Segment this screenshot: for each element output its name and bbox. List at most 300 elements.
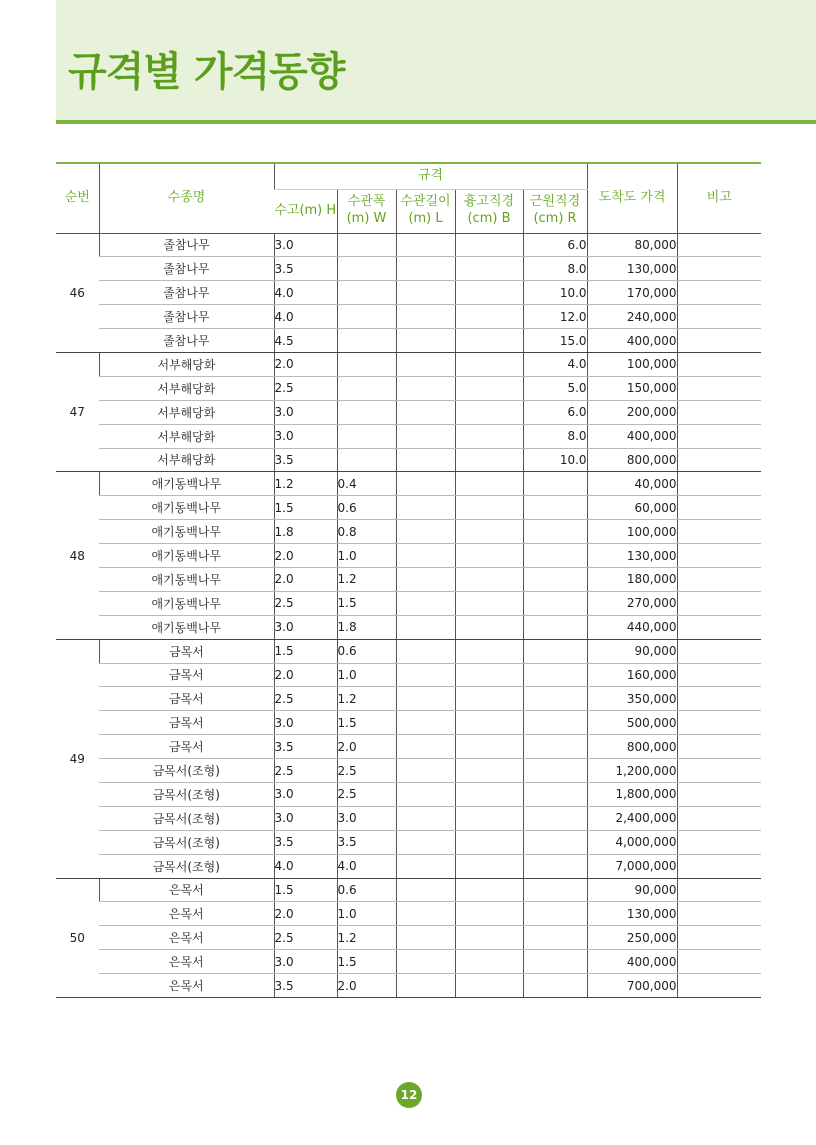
length-cell	[396, 830, 455, 854]
price-cell: 4,000,000	[587, 830, 677, 854]
width-cell: 0.6	[337, 639, 396, 663]
price-cell: 400,000	[587, 950, 677, 974]
width-cell	[337, 329, 396, 353]
height-cell: 3.5	[274, 448, 337, 472]
species-cell: 은목서	[99, 950, 274, 974]
header-note: 비고	[677, 163, 761, 233]
root-cell	[523, 735, 587, 759]
species-cell: 금목서(조형)	[99, 806, 274, 830]
price-cell: 800,000	[587, 448, 677, 472]
species-cell: 졸참나무	[99, 257, 274, 281]
header-height: 수고(m) H	[274, 189, 337, 233]
header-width: 수관폭 (m) W	[337, 189, 396, 233]
table-row	[56, 472, 761, 496]
species-cell: 졸참나무	[99, 281, 274, 305]
height-cell: 3.5	[274, 974, 337, 998]
root-cell	[523, 854, 587, 878]
note-cell	[677, 448, 761, 472]
price-cell: 2,400,000	[587, 806, 677, 830]
note-cell	[677, 376, 761, 400]
note-cell	[677, 735, 761, 759]
root-cell: 10.0	[523, 448, 587, 472]
breast-cell	[455, 233, 523, 257]
note-cell	[677, 687, 761, 711]
table-row	[56, 257, 761, 281]
table-row	[56, 878, 761, 902]
table-row	[56, 281, 761, 305]
note-cell	[677, 544, 761, 568]
width-cell: 1.2	[337, 687, 396, 711]
note-cell	[677, 233, 761, 257]
length-cell	[396, 305, 455, 329]
breast-cell	[455, 854, 523, 878]
root-cell: 12.0	[523, 305, 587, 329]
price-cell: 130,000	[587, 902, 677, 926]
breast-cell	[455, 496, 523, 520]
width-cell: 0.4	[337, 472, 396, 496]
breast-cell	[455, 352, 523, 376]
height-cell: 4.5	[274, 329, 337, 353]
height-cell: 4.0	[274, 305, 337, 329]
length-cell	[396, 376, 455, 400]
species-cell: 금목서	[99, 639, 274, 663]
breast-cell	[455, 950, 523, 974]
length-cell	[396, 687, 455, 711]
table-row	[56, 974, 761, 998]
length-cell	[396, 735, 455, 759]
width-cell	[337, 448, 396, 472]
height-cell: 4.0	[274, 281, 337, 305]
table-row	[56, 376, 761, 400]
page-header	[56, 0, 816, 124]
price-cell: 80,000	[587, 233, 677, 257]
root-cell	[523, 567, 587, 591]
species-cell: 서부해당화	[99, 352, 274, 376]
note-cell	[677, 400, 761, 424]
header-seq: 순번	[56, 163, 99, 233]
height-cell: 3.0	[274, 233, 337, 257]
species-cell: 서부해당화	[99, 376, 274, 400]
price-cell: 150,000	[587, 376, 677, 400]
note-cell	[677, 352, 761, 376]
note-cell	[677, 615, 761, 639]
note-cell	[677, 830, 761, 854]
table-row	[56, 950, 761, 974]
table-row	[56, 854, 761, 878]
length-cell	[396, 591, 455, 615]
table-row	[56, 687, 761, 711]
breast-cell	[455, 687, 523, 711]
table-row	[56, 639, 761, 663]
header-breast: 흉고직경 (cm) B	[455, 189, 523, 233]
width-cell: 1.0	[337, 663, 396, 687]
species-cell: 금목서(조형)	[99, 854, 274, 878]
length-cell	[396, 567, 455, 591]
height-cell: 3.0	[274, 400, 337, 424]
price-cell: 440,000	[587, 615, 677, 639]
price-table-body	[56, 233, 761, 998]
breast-cell	[455, 257, 523, 281]
width-cell: 1.0	[337, 902, 396, 926]
height-cell: 3.0	[274, 615, 337, 639]
length-cell	[396, 902, 455, 926]
species-cell: 금목서(조형)	[99, 830, 274, 854]
root-cell	[523, 639, 587, 663]
height-cell: 2.0	[274, 663, 337, 687]
note-cell	[677, 281, 761, 305]
height-cell: 3.5	[274, 830, 337, 854]
table-row	[56, 400, 761, 424]
breast-cell	[455, 830, 523, 854]
price-cell: 800,000	[587, 735, 677, 759]
table-row	[56, 759, 761, 783]
species-cell: 은목서	[99, 902, 274, 926]
length-cell	[396, 854, 455, 878]
species-cell: 금목서	[99, 687, 274, 711]
height-cell: 1.5	[274, 496, 337, 520]
root-cell	[523, 472, 587, 496]
width-cell	[337, 281, 396, 305]
table-row	[56, 926, 761, 950]
width-cell: 1.5	[337, 591, 396, 615]
price-cell: 400,000	[587, 329, 677, 353]
seq-cell: 49	[56, 639, 99, 878]
note-cell	[677, 902, 761, 926]
height-cell: 2.0	[274, 544, 337, 568]
note-cell	[677, 520, 761, 544]
table-row	[56, 329, 761, 353]
note-cell	[677, 974, 761, 998]
breast-cell	[455, 281, 523, 305]
seq-cell: 46	[56, 233, 99, 352]
root-cell	[523, 687, 587, 711]
length-cell	[396, 759, 455, 783]
breast-cell	[455, 591, 523, 615]
price-cell: 1,200,000	[587, 759, 677, 783]
note-cell	[677, 759, 761, 783]
table-row	[56, 663, 761, 687]
length-cell	[396, 711, 455, 735]
breast-cell	[455, 520, 523, 544]
height-cell: 1.8	[274, 520, 337, 544]
height-cell: 2.0	[274, 902, 337, 926]
price-cell: 100,000	[587, 352, 677, 376]
length-cell	[396, 448, 455, 472]
height-cell: 3.0	[274, 806, 337, 830]
length-cell	[396, 520, 455, 544]
species-cell: 애기동백나무	[99, 567, 274, 591]
root-cell	[523, 591, 587, 615]
height-cell: 1.5	[274, 878, 337, 902]
price-cell: 160,000	[587, 663, 677, 687]
breast-cell	[455, 400, 523, 424]
height-cell: 2.5	[274, 591, 337, 615]
price-cell: 90,000	[587, 639, 677, 663]
width-cell	[337, 233, 396, 257]
header-price: 도착도 가격	[587, 163, 677, 233]
note-cell	[677, 950, 761, 974]
breast-cell	[455, 759, 523, 783]
root-cell	[523, 878, 587, 902]
breast-cell	[455, 472, 523, 496]
header-length: 수관길이 (m) L	[396, 189, 455, 233]
price-cell: 100,000	[587, 520, 677, 544]
length-cell	[396, 639, 455, 663]
root-cell: 8.0	[523, 257, 587, 281]
table-row	[56, 735, 761, 759]
length-cell	[396, 806, 455, 830]
species-cell: 애기동백나무	[99, 520, 274, 544]
note-cell	[677, 567, 761, 591]
table-row	[56, 305, 761, 329]
height-cell: 4.0	[274, 854, 337, 878]
note-cell	[677, 591, 761, 615]
length-cell	[396, 974, 455, 998]
table-row	[56, 496, 761, 520]
breast-cell	[455, 376, 523, 400]
price-cell: 40,000	[587, 472, 677, 496]
width-cell: 3.0	[337, 806, 396, 830]
price-cell: 60,000	[587, 496, 677, 520]
price-cell: 1,800,000	[587, 782, 677, 806]
table-row	[56, 902, 761, 926]
length-cell	[396, 329, 455, 353]
height-cell: 3.5	[274, 735, 337, 759]
width-cell: 2.5	[337, 782, 396, 806]
root-cell: 5.0	[523, 376, 587, 400]
price-cell: 130,000	[587, 257, 677, 281]
table-row	[56, 782, 761, 806]
length-cell	[396, 663, 455, 687]
width-cell: 1.5	[337, 711, 396, 735]
species-cell: 애기동백나무	[99, 544, 274, 568]
breast-cell	[455, 424, 523, 448]
price-cell: 270,000	[587, 591, 677, 615]
note-cell	[677, 424, 761, 448]
width-cell	[337, 352, 396, 376]
breast-cell	[455, 448, 523, 472]
height-cell: 2.5	[274, 376, 337, 400]
note-cell	[677, 257, 761, 281]
height-cell: 2.5	[274, 759, 337, 783]
length-cell	[396, 782, 455, 806]
root-cell	[523, 759, 587, 783]
length-cell	[396, 472, 455, 496]
width-cell: 1.2	[337, 926, 396, 950]
header-spec: 규격	[274, 163, 587, 189]
seq-cell: 48	[56, 472, 99, 639]
height-cell: 3.0	[274, 711, 337, 735]
breast-cell	[455, 329, 523, 353]
breast-cell	[455, 974, 523, 998]
species-cell: 은목서	[99, 974, 274, 998]
page-number: 12	[396, 1082, 422, 1108]
note-cell	[677, 878, 761, 902]
species-cell: 금목서(조형)	[99, 782, 274, 806]
width-cell	[337, 257, 396, 281]
length-cell	[396, 950, 455, 974]
price-cell: 500,000	[587, 711, 677, 735]
width-cell	[337, 424, 396, 448]
breast-cell	[455, 663, 523, 687]
breast-cell	[455, 902, 523, 926]
height-cell: 3.0	[274, 950, 337, 974]
species-cell: 금목서(조형)	[99, 759, 274, 783]
root-cell: 10.0	[523, 281, 587, 305]
note-cell	[677, 496, 761, 520]
height-cell: 2.0	[274, 352, 337, 376]
root-cell	[523, 711, 587, 735]
root-cell	[523, 663, 587, 687]
width-cell: 0.6	[337, 878, 396, 902]
species-cell: 서부해당화	[99, 424, 274, 448]
root-cell	[523, 902, 587, 926]
length-cell	[396, 257, 455, 281]
height-cell: 3.5	[274, 257, 337, 281]
height-cell: 2.5	[274, 926, 337, 950]
header-root: 근원직경 (cm) R	[523, 189, 587, 233]
width-cell: 4.0	[337, 854, 396, 878]
table-row	[56, 520, 761, 544]
height-cell: 3.0	[274, 424, 337, 448]
table-row	[56, 830, 761, 854]
table-row	[56, 567, 761, 591]
breast-cell	[455, 639, 523, 663]
table-row	[56, 233, 761, 257]
length-cell	[396, 926, 455, 950]
breast-cell	[455, 926, 523, 950]
price-cell: 240,000	[587, 305, 677, 329]
root-cell: 6.0	[523, 400, 587, 424]
note-cell	[677, 639, 761, 663]
price-cell: 350,000	[587, 687, 677, 711]
breast-cell	[455, 544, 523, 568]
width-cell: 2.0	[337, 974, 396, 998]
species-cell: 금목서	[99, 735, 274, 759]
root-cell	[523, 926, 587, 950]
width-cell: 0.8	[337, 520, 396, 544]
price-table	[56, 162, 761, 998]
breast-cell	[455, 782, 523, 806]
width-cell: 1.5	[337, 950, 396, 974]
width-cell: 2.0	[337, 735, 396, 759]
width-cell: 1.8	[337, 615, 396, 639]
price-cell: 90,000	[587, 878, 677, 902]
note-cell	[677, 305, 761, 329]
root-cell	[523, 830, 587, 854]
width-cell	[337, 376, 396, 400]
price-cell: 130,000	[587, 544, 677, 568]
root-cell	[523, 806, 587, 830]
price-cell: 170,000	[587, 281, 677, 305]
page-title: 규격별 가격동향	[68, 49, 345, 95]
species-cell: 졸참나무	[99, 329, 274, 353]
species-cell: 졸참나무	[99, 233, 274, 257]
species-cell: 금목서	[99, 663, 274, 687]
price-cell: 700,000	[587, 974, 677, 998]
height-cell: 1.2	[274, 472, 337, 496]
length-cell	[396, 496, 455, 520]
root-cell	[523, 520, 587, 544]
species-cell: 서부해당화	[99, 400, 274, 424]
price-cell: 400,000	[587, 424, 677, 448]
length-cell	[396, 615, 455, 639]
table-row	[56, 448, 761, 472]
species-cell: 졸참나무	[99, 305, 274, 329]
breast-cell	[455, 305, 523, 329]
length-cell	[396, 878, 455, 902]
root-cell: 4.0	[523, 352, 587, 376]
note-cell	[677, 472, 761, 496]
root-cell: 8.0	[523, 424, 587, 448]
width-cell: 2.5	[337, 759, 396, 783]
length-cell	[396, 544, 455, 568]
width-cell: 0.6	[337, 496, 396, 520]
note-cell	[677, 663, 761, 687]
species-cell: 은목서	[99, 878, 274, 902]
height-cell: 3.0	[274, 782, 337, 806]
species-cell: 은목서	[99, 926, 274, 950]
species-cell: 애기동백나무	[99, 591, 274, 615]
width-cell: 1.0	[337, 544, 396, 568]
price-cell: 200,000	[587, 400, 677, 424]
species-cell: 애기동백나무	[99, 615, 274, 639]
length-cell	[396, 233, 455, 257]
root-cell: 15.0	[523, 329, 587, 353]
note-cell	[677, 926, 761, 950]
root-cell	[523, 974, 587, 998]
root-cell	[523, 950, 587, 974]
root-cell	[523, 782, 587, 806]
width-cell	[337, 400, 396, 424]
species-cell: 금목서	[99, 711, 274, 735]
breast-cell	[455, 711, 523, 735]
table-row	[56, 591, 761, 615]
length-cell	[396, 424, 455, 448]
breast-cell	[455, 735, 523, 759]
root-cell	[523, 496, 587, 520]
note-cell	[677, 854, 761, 878]
seq-cell: 50	[56, 878, 99, 997]
height-cell: 1.5	[274, 639, 337, 663]
species-cell: 서부해당화	[99, 448, 274, 472]
breast-cell	[455, 567, 523, 591]
length-cell	[396, 400, 455, 424]
width-cell: 1.2	[337, 567, 396, 591]
price-cell: 250,000	[587, 926, 677, 950]
table-row	[56, 711, 761, 735]
length-cell	[396, 281, 455, 305]
header-species: 수종명	[99, 163, 274, 233]
note-cell	[677, 806, 761, 830]
table-row	[56, 615, 761, 639]
root-cell	[523, 544, 587, 568]
note-cell	[677, 329, 761, 353]
species-cell: 애기동백나무	[99, 496, 274, 520]
note-cell	[677, 711, 761, 735]
species-cell: 애기동백나무	[99, 472, 274, 496]
note-cell	[677, 782, 761, 806]
root-cell: 6.0	[523, 233, 587, 257]
table-row	[56, 352, 761, 376]
height-cell: 2.0	[274, 567, 337, 591]
table-row	[56, 424, 761, 448]
root-cell	[523, 615, 587, 639]
breast-cell	[455, 878, 523, 902]
seq-cell: 47	[56, 352, 99, 471]
table-row	[56, 806, 761, 830]
height-cell: 2.5	[274, 687, 337, 711]
